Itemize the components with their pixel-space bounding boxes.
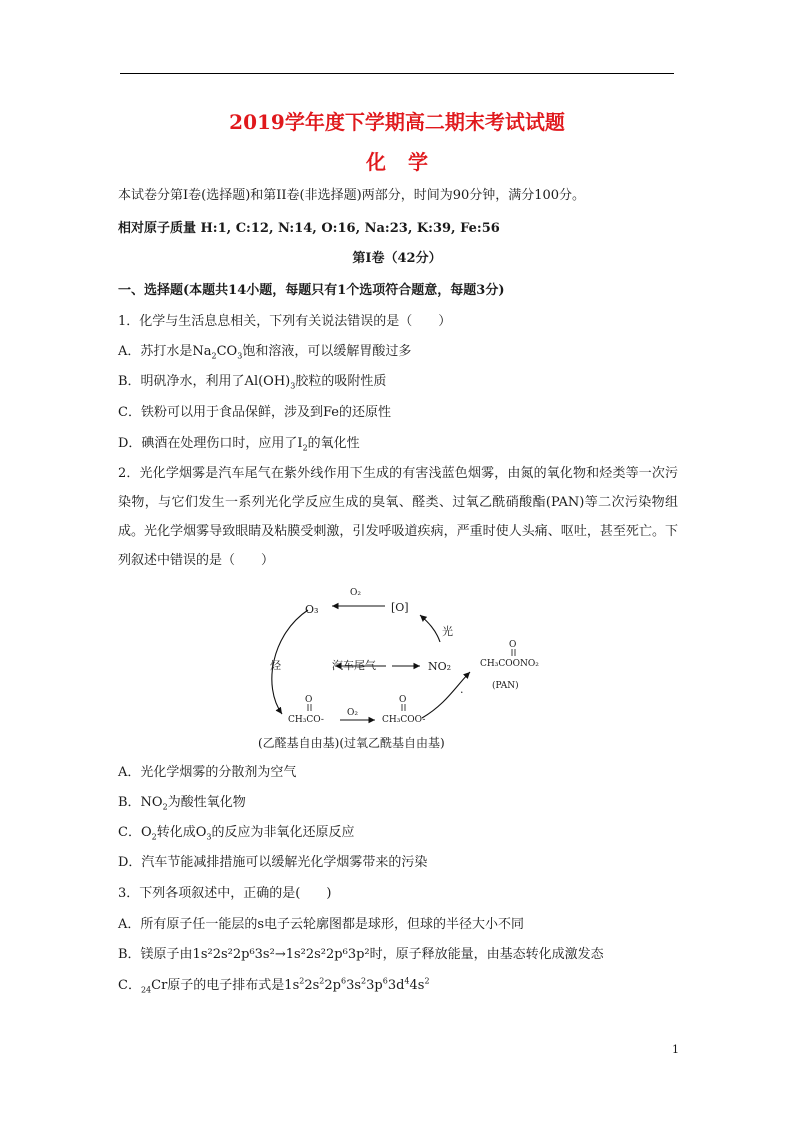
q2-option-a: A．光化学烟雾的分散剂为空气	[118, 765, 297, 780]
q1-option-b: B．明矾净水，利用了$Al(OH)_3$胶粒的吸附性质	[118, 374, 387, 391]
o-atom-label: [O]	[391, 601, 409, 614]
subject-title: 化学	[366, 150, 450, 174]
o2-bottom-label: O₂	[347, 708, 358, 718]
peroxy-radical-label: CH₃COO-	[382, 715, 426, 725]
o2-top-label: O₂	[350, 588, 361, 598]
o3-label: O₃	[305, 603, 319, 616]
q1-option-d: D．碘酒在处理伤口时，应用了$I_2$的氧化性	[118, 436, 360, 453]
exam-title: 2019学年度下学期高二期末考试试题	[229, 110, 565, 134]
q3-option-a: A．所有原子任一能层的s电子云轮廓图都是球形，但球的半径大小不同	[118, 917, 525, 932]
part1-title: 第Ⅰ卷（42分）	[352, 251, 442, 266]
exam-intro: 本试卷分第Ⅰ卷(选择题)和第II卷(非选择题)两部分，时间为90分钟，满分100分。	[118, 188, 586, 203]
q1-stem: 1．化学与生活息息相关，下列有关说法错误的是（ ）	[118, 314, 452, 329]
pan-formula: CH₃COONO₂	[480, 659, 539, 669]
exhaust-label: 汽车尾气	[332, 659, 376, 672]
q3-option-b: B．镁原子由1s²2s²2p⁶3s²→1s²2s²2p⁶3p²时，原子释放能量，由基态转化成激发态	[118, 947, 604, 962]
q3-option-c: C．$_{24}$Cr原子的电子排布式是$1s^22s^22p^63s^23p^63d^44s^2$	[118, 976, 430, 995]
q2-stem: 2．光化学烟雾是汽车尾气在紫外线作用下生成的有害浅蓝色烟雾，由氮的氧化物和烃类等一次污染物，与它们发生一系列光化学反应生成的臭氧、醛类、过氧乙酰硝酸酯(PAN)等二次污染物组成。光化学烟雾导致眼睛及粘膜受刺激，引发呼吸道疾病，严重时使人头痛、呕吐，甚至死亡。下列叙述中错误的是（ ）	[118, 466, 678, 568]
diagram-dot: .	[460, 683, 464, 696]
light-label: 光	[442, 625, 453, 638]
page-number: 1	[672, 1043, 679, 1056]
hydrocarbon-label: 烃	[270, 659, 281, 672]
header-rule	[120, 73, 674, 74]
acetyl-radical-label: CH₃CO-	[288, 715, 324, 725]
pan-carbonyl-o: O	[509, 640, 517, 650]
smog-diagram	[250, 582, 550, 757]
peroxy-carbonyl-o: O	[399, 695, 407, 705]
atomic-mass-line: 相对原子质量 H:1, C:12, N:14, O:16, Na:23, K:39, Fe:56	[118, 221, 500, 236]
section1-title: 一、选择题(本题共14小题，每题只有1个选项符合题意，每题3分)	[118, 283, 505, 298]
q2-option-c: C．$O_2$转化成$O_3$的反应为非氧化还原反应	[118, 825, 355, 842]
no2-label: NO₂	[428, 660, 452, 673]
q3-stem: 3．下列各项叙述中，正确的是( )	[118, 886, 332, 901]
acetyl-carbonyl-o: O	[305, 695, 313, 705]
pan-label: (PAN)	[492, 681, 519, 691]
q1-option-a: A．苏打水是$Na_2CO_3$饱和溶液，可以缓解胃酸过多	[118, 344, 412, 361]
diagram-caption: (乙醛基自由基)(过氧乙酰基自由基)	[258, 736, 445, 750]
q1-option-c: C．铁粉可以用于食品保鲜，涉及到Fe的还原性	[118, 405, 391, 420]
q2-option-b: B．$NO_2$为酸性氧化物	[118, 795, 246, 812]
q2-option-d: D．汽车节能减排措施可以缓解光化学烟雾带来的污染	[118, 855, 428, 870]
